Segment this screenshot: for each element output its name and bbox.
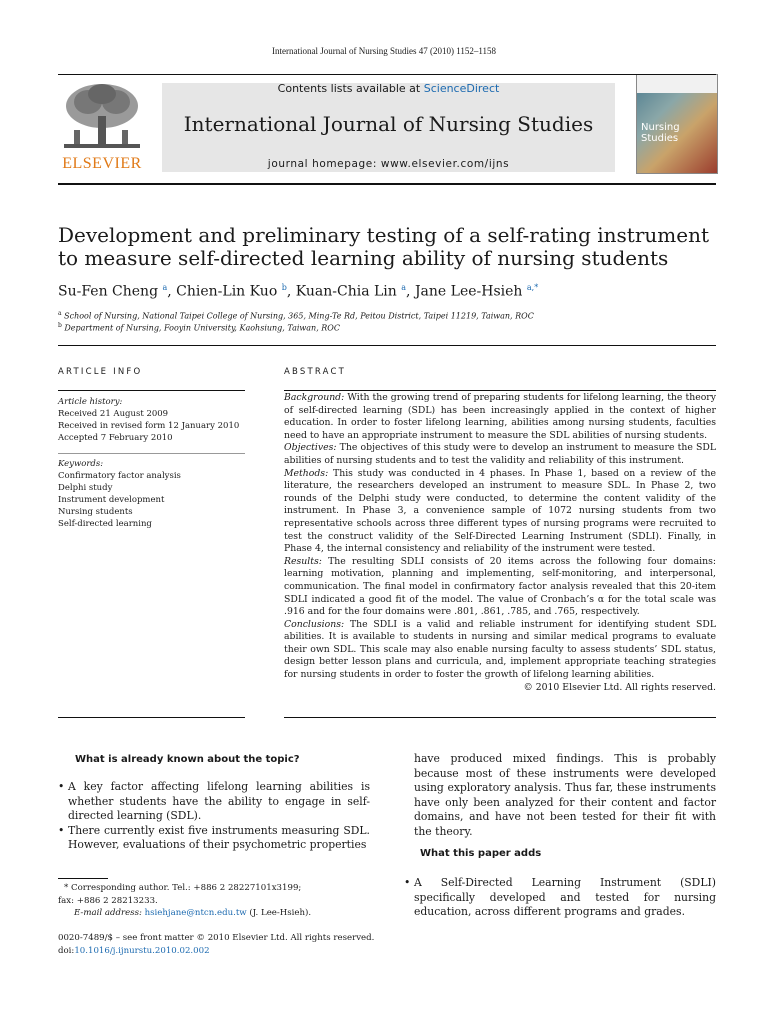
article-title: Development and preliminary testing of a self-rating instrument to measure self-directed learning ability of nursing students [58,223,709,270]
author-name: Su-Fen Cheng [58,283,159,300]
footnote [58,882,378,920]
footnote-rule [58,878,108,879]
history-rule [58,453,245,454]
bullet-icon: • [58,823,65,837]
abstract-text: The objectives of this study were to develop an instrument to measure the SDL abilities of nursing students and to test the validity and reliability of this instrument. [284,442,716,466]
elsevier-wordmark: ELSEVIER [62,155,142,172]
doi-link[interactable]: 10.1016/j.ijnurstu.2010.02.002 [74,945,210,956]
abstract-background [284,392,716,442]
received-date: Received 21 August 2009 [58,409,169,419]
affiliation-text: Department of Nursing, Fooyin University, Kaohsiung, Taiwan, ROC [64,323,340,333]
keywords-label: Keywords: [58,459,104,469]
journal-homepage[interactable]: journal homepage: www.elsevier.com/ijns [267,158,510,170]
email-suffix: (J. Lee-Hsieh). [246,908,312,918]
email-link[interactable]: hsiehjane@ntcn.edu.tw [144,908,247,918]
abstract-methods [284,468,716,556]
page-footer [58,932,398,957]
sciencedirect-link[interactable]: ScienceDirect [423,82,500,95]
tree-icon [58,80,146,158]
copyright-line: © 2010 Elsevier Ltd. All rights reserved. [523,681,716,693]
bullet-item [58,824,370,853]
bullet-icon: • [404,876,411,889]
known-box-continuation: have produced mixed findings. This is probably because most of these instruments were developed using exploratory analysis. Thus far, these instruments have only been analyzed for their content and factor domains, and have not been tested for their fit with the theory. [414,752,716,838]
abstract-text: The SDLI is a valid and reliable instrument for identifying student SDL abilities. It is available to students in nursing and similar medical programs to evaluate their own SDL. This scale may also enable nursing faculty to assess students’ SDL status, design better lesson plans and curricula, and, implement appropriate teaching strategies for nursing students in order to foster the growth of lifelong learning abilities. [284,618,716,681]
abstract-rule [284,390,716,391]
author-name: Kuan-Chia Lin [295,283,397,300]
abstract-heading: ABSTRACT [284,367,347,377]
bullet-text: There currently exist five instruments measuring SDL. However, evaluations of their psychometric properties [68,823,370,851]
history-label: Article history: [58,397,123,407]
contents-line [162,82,615,95]
header-divider [58,345,716,346]
doi-line [58,945,398,958]
author-name: Jane Lee-Hsieh [414,283,523,300]
cover-header [637,75,717,93]
abstract-label: Objectives: [284,442,337,454]
banner-bottom-rule [58,183,716,185]
keyword-item: Instrument development [58,495,165,505]
author-name: Chien-Lin Kuo [176,283,278,300]
journal-name: International Journal of Nursing Studies [183,112,594,136]
top-rule [58,74,716,75]
affiliation-b [58,322,718,333]
keyword-item: Delphi study [58,483,113,493]
bullet-text: A Self-Directed Learning Instrument (SDLI) specifically developed and tested for nursing education, across different programs and grades. [414,876,716,918]
keyword-item: Self-directed learning [58,519,152,529]
cover-title: Nursing Studies [641,122,680,144]
known-box-bullets [58,780,370,853]
known-box-heading: What is already known about the topic? [75,754,300,765]
accepted-date: Accepted 7 February 2010 [58,433,173,443]
adds-box-bullets [404,876,716,920]
email-line [58,907,378,920]
author-affiliation-mark[interactable]: a [401,283,407,292]
keyword-item: Nursing students [58,507,133,517]
abstract-body [284,392,716,694]
journal-cover-thumbnail[interactable] [636,74,718,174]
abstract-label: Methods: [284,467,329,479]
contents-prefix: Contents lists available at [277,82,424,95]
running-head: International Journal of Nursing Studies 47 (2010) 1152–1158 [271,46,497,56]
revised-date: Received in revised form 12 January 2010 [58,421,240,431]
article-info-heading: ARTICLE INFO [58,367,143,377]
abstract-bottom-rule [284,717,716,718]
keywords-block [58,458,245,530]
author-list: Su-Fen Cheng $^a$, Chien-Lin Kuo $^b$, Kuan-Chia Lin $^a$, Jane Lee-Hsieh $^{a,*}$ [58,283,539,300]
author-affiliation-mark[interactable]: b [281,283,287,292]
issn-line: 0020-7489/$ – see front matter © 2010 Elsevier Ltd. All rights reserved. [58,933,375,943]
affiliation-a [58,310,718,321]
affiliation-mark: a [58,310,62,317]
bullet-text: A key factor affecting lifelong learning abilities is whether students have the ability to engage in self-directed learning (SDL). [68,780,370,822]
abstract-conclusions [284,619,716,682]
fax-line: fax: +886 2 28213233. [58,895,158,906]
abstract-objectives [284,442,716,467]
corresponding-author: * Corresponding author. Tel.: +886 2 28227101x3199; [64,883,302,893]
email-label: E-mail address: [74,908,142,918]
bullet-item [404,876,716,920]
article-info-bottom-rule [58,717,245,718]
bullet-icon: • [58,780,65,793]
adds-box-heading: What this paper adds [420,848,542,859]
abstract-text: The resulting SDLI consists of 20 items across the following four domains: learning motivation, planning and implementing, self-monitoring, and interpersonal, communication. The final model in confirmatory factor analysis revealed that this 20-item SDLI indicated a good fit of the model. The value of Cronbach’s α for the total scale was .916 and for the four domains were .801, .861, .785, and .765, respectively. [284,555,716,618]
abstract-text: This study was conducted in 4 phases. In Phase 1, based on a review of the literature, the researchers developed an instrument to measure SDL. In Phase 2, two rounds of the Delphi study were conducted, to determine the content validity of the instrument. In Phase 3, a convenience sample of 1072 nursing students from two representative schools across three different types of nursing programs were recruited to test the construct validity of the Self-Directed Learning Instrument (SDLI). Finally, in Phase 4, the internal consistency and reliability of the instrument were tested. [284,467,716,555]
article-history [58,396,245,444]
bullet-item [58,780,370,824]
article-info-rule [58,390,245,391]
abstract-text: With the growing trend of preparing students for lifelong learning, the theory of self-directed learning (SDL) has been increasingly applied in the context of higher education. In order to foster lifelong learning, abilities among nursing students, faculties need to have an appropriate instrument to measure the SDL abilities of nursing students. [284,392,716,441]
keyword-item: Confirmatory factor analysis [58,471,181,481]
doi-label: doi: [58,945,75,956]
abstract-label: Results: [284,555,322,567]
author-affiliation-mark[interactable]: a,* [526,283,539,292]
abstract-results [284,556,716,619]
affiliation-mark: b [58,322,62,329]
affiliation-text: School of Nursing, National Taipei College of Nursing, 365, Ming-Te Rd, Peitou District, Taipei 11219, Taiwan, ROC [64,311,534,321]
abstract-label: Background: [284,392,345,403]
author-affiliation-mark[interactable]: a [162,283,168,292]
abstract-label: Conclusions: [284,618,345,630]
